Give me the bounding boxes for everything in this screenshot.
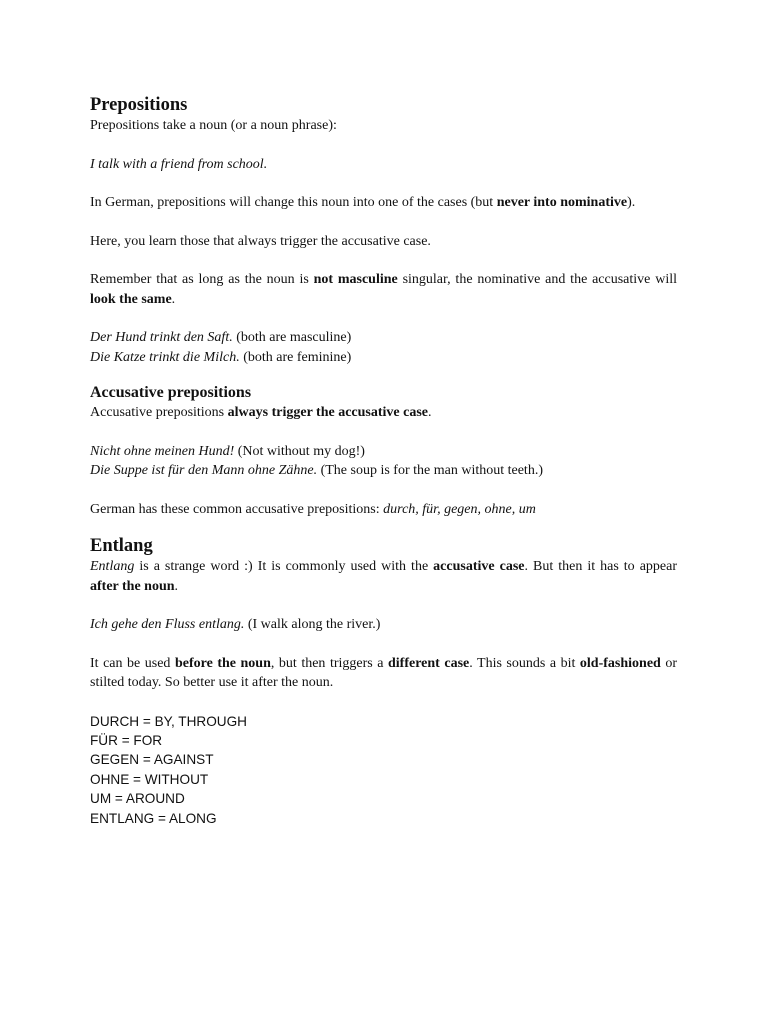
german-sentence: Der Hund trinkt den Saft. xyxy=(90,330,233,345)
example-hund xyxy=(90,328,677,348)
heading-accusative-prepositions: Accusative prepositions xyxy=(90,384,252,401)
example-note: (both are masculine) xyxy=(232,330,352,345)
german-sentence: Die Suppe ist für den Mann ohne Zähne. xyxy=(90,463,318,478)
vocab-item: GEGEN = AGAINST xyxy=(90,752,214,768)
vocab-item: ENTLANG = ALONG xyxy=(90,810,217,826)
heading-entlang: Entlang xyxy=(90,536,153,556)
example-friend: I talk with a friend from school. xyxy=(90,156,268,172)
text-segment: Accusative prepositions xyxy=(90,405,228,420)
document-content xyxy=(90,94,677,828)
bold-old-fashioned: old-fashioned xyxy=(579,655,661,671)
example-katze xyxy=(90,348,677,368)
italic-entlang: Entlang xyxy=(90,559,135,574)
text-segment: . xyxy=(428,405,432,420)
text-segment: In German, prepositions will change this noun into one of the cases (but xyxy=(90,195,497,210)
example-note: (The soup is for the man without teeth.) xyxy=(317,463,543,478)
bold-different-case: different case xyxy=(388,655,470,671)
common-prepositions-line xyxy=(90,500,677,520)
example-ohne-hund xyxy=(90,442,677,462)
text-segment: German has these common accusative prepositions: xyxy=(90,501,384,517)
bold-look-same: look the same xyxy=(90,291,172,307)
vocab-item: DURCH = BY, THROUGH xyxy=(90,713,247,729)
bold-before-noun: before the noun xyxy=(174,655,271,671)
text-segment: is a strange word :) It is commonly used with the xyxy=(134,559,434,574)
vocabulary-list xyxy=(90,712,677,828)
vocab-item: OHNE = WITHOUT xyxy=(90,771,209,787)
bold-always-trigger: always trigger the accusative case xyxy=(227,405,428,420)
text-segment: Remember that as long as the noun is xyxy=(90,272,314,287)
text-segment: . xyxy=(171,291,176,307)
bold-not-masculine: not masculine xyxy=(313,272,398,287)
text-segment: ). xyxy=(627,195,636,210)
text-segment: , but then triggers a xyxy=(270,655,388,671)
text-segment: . This sounds a bit xyxy=(469,655,580,671)
vocab-item: UM = AROUND xyxy=(90,791,185,807)
here-line: Here, you learn those that always trigger the accusative case. xyxy=(90,233,431,249)
example-fluss xyxy=(90,615,677,635)
heading-prepositions: Prepositions xyxy=(90,95,188,115)
bold-after-noun: after the noun xyxy=(90,578,175,594)
german-cases-line xyxy=(90,193,677,213)
bold-never-nominative: never into nominative xyxy=(496,195,628,210)
german-sentence: Ich gehe den Fluss entlang. xyxy=(90,617,245,632)
german-sentence: Die Katze trinkt die Milch. xyxy=(90,349,240,365)
text-segment: singular, the nominative and the accusative will xyxy=(397,272,677,287)
entlang-para-1 xyxy=(90,557,677,596)
bold-accusative-case: accusative case xyxy=(433,559,525,574)
example-note: (both are feminine) xyxy=(239,349,352,365)
example-note: (Not without my dog!) xyxy=(234,443,365,459)
text-segment: It can be used xyxy=(90,655,175,671)
example-suppe xyxy=(90,461,677,481)
text-segment: or stilted today. So better use it after the noun. xyxy=(90,655,678,690)
accusative-intro xyxy=(90,403,677,423)
preposition-list: durch, für, gegen, ohne, um xyxy=(383,501,536,517)
text-segment: . But then it has to appear xyxy=(524,559,677,574)
remember-line xyxy=(90,270,677,309)
vocab-item: FÜR = FOR xyxy=(90,732,163,748)
prepositions-intro: Prepositions take a noun (or a noun phrase): xyxy=(90,118,337,133)
example-note: (I walk along the river.) xyxy=(244,617,381,632)
entlang-para-2 xyxy=(90,654,677,693)
german-sentence: Nicht ohne meinen Hund! xyxy=(90,443,235,459)
text-segment: . xyxy=(174,578,179,594)
